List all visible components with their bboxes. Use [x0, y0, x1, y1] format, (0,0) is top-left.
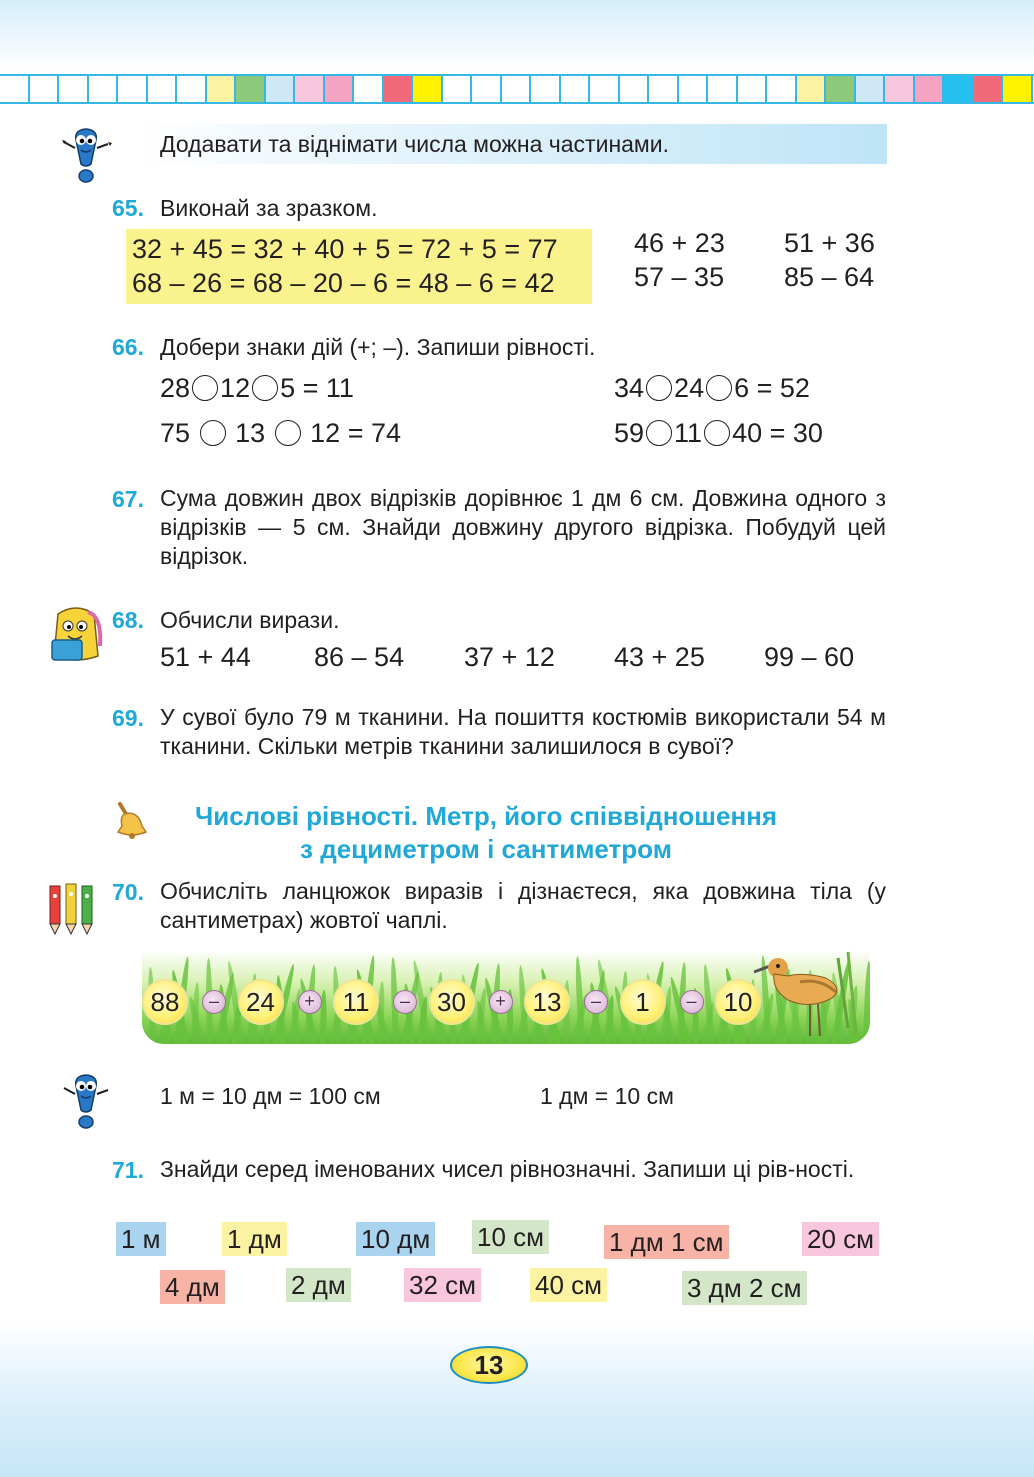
strip-cell [856, 76, 886, 102]
task-number: 69. [112, 705, 144, 731]
chain-operator: – [680, 990, 704, 1014]
chain-number: 24 [238, 979, 284, 1025]
measure-tag: 3 дм 2 см [682, 1271, 807, 1305]
strip-cell [30, 76, 60, 102]
strip-cell [708, 76, 738, 102]
measure-tag: 4 дм [160, 1270, 225, 1304]
operand: 12 [220, 373, 251, 403]
page-number: 13 [450, 1346, 528, 1384]
strip-cell [915, 76, 945, 102]
exclamation-mascot-icon [58, 1072, 114, 1132]
strip-cell [207, 76, 237, 102]
measure-tag: 1 дм 1 см [604, 1225, 729, 1259]
bell-icon [112, 800, 150, 840]
decorative-strip [0, 74, 1034, 104]
sign-circle[interactable] [200, 420, 226, 446]
equation-row [160, 418, 401, 449]
sign-circle[interactable] [192, 375, 218, 401]
chain-number: 1 [620, 979, 666, 1025]
tip-text: Додавати та віднімати числа можна частинами. [160, 131, 669, 157]
operand: 24 [674, 373, 705, 403]
section-title-line-2: з дециметром і сантиметром [300, 834, 672, 864]
sign-circle[interactable] [275, 420, 301, 446]
sample-line-1: 32 + 45 = 32 + 40 + 5 = 72 + 5 = 77 [132, 234, 558, 264]
chain-operator: + [298, 990, 322, 1014]
exclamation-mascot-icon [58, 126, 114, 186]
strip-cell [974, 76, 1004, 102]
measure-tag: 1 дм [222, 1222, 287, 1256]
strip-cell [295, 76, 325, 102]
strip-cell [826, 76, 856, 102]
measure-tag: 1 м [116, 1222, 166, 1256]
task-number: 70. [112, 879, 144, 905]
operand: 5 = 11 [280, 373, 354, 403]
strip-cell [885, 76, 915, 102]
rule-text-2: 1 дм = 10 см [540, 1083, 674, 1109]
strip-cell [561, 76, 591, 102]
chain-operator: – [202, 990, 226, 1014]
measure-tag: 20 см [802, 1222, 879, 1256]
sign-circle[interactable] [646, 375, 672, 401]
strip-cell [944, 76, 974, 102]
strip-cell [679, 76, 709, 102]
equation-row [160, 373, 354, 404]
task-number: 71. [112, 1157, 144, 1183]
strip-cell [767, 76, 797, 102]
strip-cell [531, 76, 561, 102]
strip-cell [738, 76, 768, 102]
operand: 6 = 52 [734, 373, 810, 403]
strip-cell [177, 76, 207, 102]
strip-cell [354, 76, 384, 102]
strip-cell [89, 76, 119, 102]
equation-row [614, 373, 810, 404]
operand: 28 [160, 373, 191, 403]
task-number: 67. [112, 486, 144, 512]
pencils-mascot-icon [44, 880, 104, 936]
strip-cell [148, 76, 178, 102]
sign-circle[interactable] [706, 375, 732, 401]
operand: 11 [674, 418, 703, 448]
strip-cell [649, 76, 679, 102]
task-number: 65. [112, 195, 144, 221]
expression: 46 + 23 [634, 228, 725, 258]
chain-number: 30 [429, 979, 475, 1025]
chain-number: 13 [524, 979, 570, 1025]
sample-line-2: 68 – 26 = 68 – 20 – 6 = 48 – 6 = 42 [132, 268, 555, 298]
strip-cell [118, 76, 148, 102]
operand: 13 [235, 418, 266, 448]
task-66-text: Добери знаки дій (+; –). Запиши рівності. [160, 334, 596, 360]
chain-operator: – [393, 990, 417, 1014]
chain-number: 10 [715, 979, 761, 1025]
strip-cell [384, 76, 414, 102]
task-71-text: Знайди серед іменованих чисел рівнозначні. Запиши ці рів-ності. [160, 1156, 855, 1182]
backpack-mascot-icon [48, 606, 104, 664]
chain-number: 88 [142, 979, 188, 1025]
strip-cell [472, 76, 502, 102]
expression: 43 + 25 [614, 642, 705, 672]
sign-circle[interactable] [704, 420, 730, 446]
measure-tag: 2 дм [286, 1268, 351, 1302]
task-68-text: Обчисли вирази. [160, 607, 340, 633]
sign-circle[interactable] [252, 375, 278, 401]
measure-tag: 32 см [404, 1268, 481, 1302]
task-67-text: Сума довжин двох відрізків дорівнює 1 дм 6 см. Довжина одного з відрізків — 5 см. Знайди довжину другого відрізка. Побудуй цей відрізок. [160, 485, 886, 569]
expression: 85 – 64 [784, 262, 875, 292]
measure-tag: 10 см [472, 1220, 549, 1254]
strip-cell [325, 76, 355, 102]
task-number: 66. [112, 334, 144, 360]
chain-operator: + [489, 990, 513, 1014]
expression: 57 – 35 [634, 262, 725, 292]
heron-image [748, 948, 870, 1040]
operand: 34 [614, 373, 645, 403]
operand: 12 = 74 [310, 418, 401, 448]
task-70-text: Обчисліть ланцюжок виразів і дізнаєтеся, яка довжина тіла (у сантиметрах) жовтої чаплі. [160, 878, 886, 933]
task-number: 68. [112, 607, 144, 633]
strip-cell [590, 76, 620, 102]
operand: 59 [614, 418, 645, 448]
expression: 86 – 54 [314, 642, 405, 672]
operand: 75 [160, 418, 191, 448]
expression: 99 – 60 [764, 642, 855, 672]
strip-cell [59, 76, 89, 102]
strip-cell [502, 76, 532, 102]
strip-cell [266, 76, 296, 102]
measure-tag: 10 дм [356, 1222, 435, 1256]
chain-number: 11 [333, 979, 379, 1025]
strip-cell [797, 76, 827, 102]
strip-cell [443, 76, 473, 102]
equation-row [614, 418, 823, 449]
expression: 37 + 12 [464, 642, 555, 672]
strip-cell [1003, 76, 1033, 102]
operand: 40 = 30 [732, 418, 823, 448]
task-69-text: У сувої було 79 м тканини. На пошиття костюмів використали 54 м тканини. Скільки метрів тканини залишилося в сувої? [160, 704, 886, 759]
strip-cell [413, 76, 443, 102]
measure-tag: 40 см [530, 1268, 607, 1302]
strip-cell [620, 76, 650, 102]
sign-circle[interactable] [646, 420, 672, 446]
task-65-text: Виконай за зразком. [160, 195, 378, 221]
section-title-line-1: Числові рівності. Метр, його співвідношення [194, 801, 778, 831]
expression: 51 + 36 [784, 228, 875, 258]
chain-operator: – [584, 990, 608, 1014]
strip-cell [236, 76, 266, 102]
expression: 51 + 44 [160, 642, 251, 672]
strip-cell [0, 76, 30, 102]
rule-text-1: 1 м = 10 дм = 100 см [160, 1083, 381, 1109]
